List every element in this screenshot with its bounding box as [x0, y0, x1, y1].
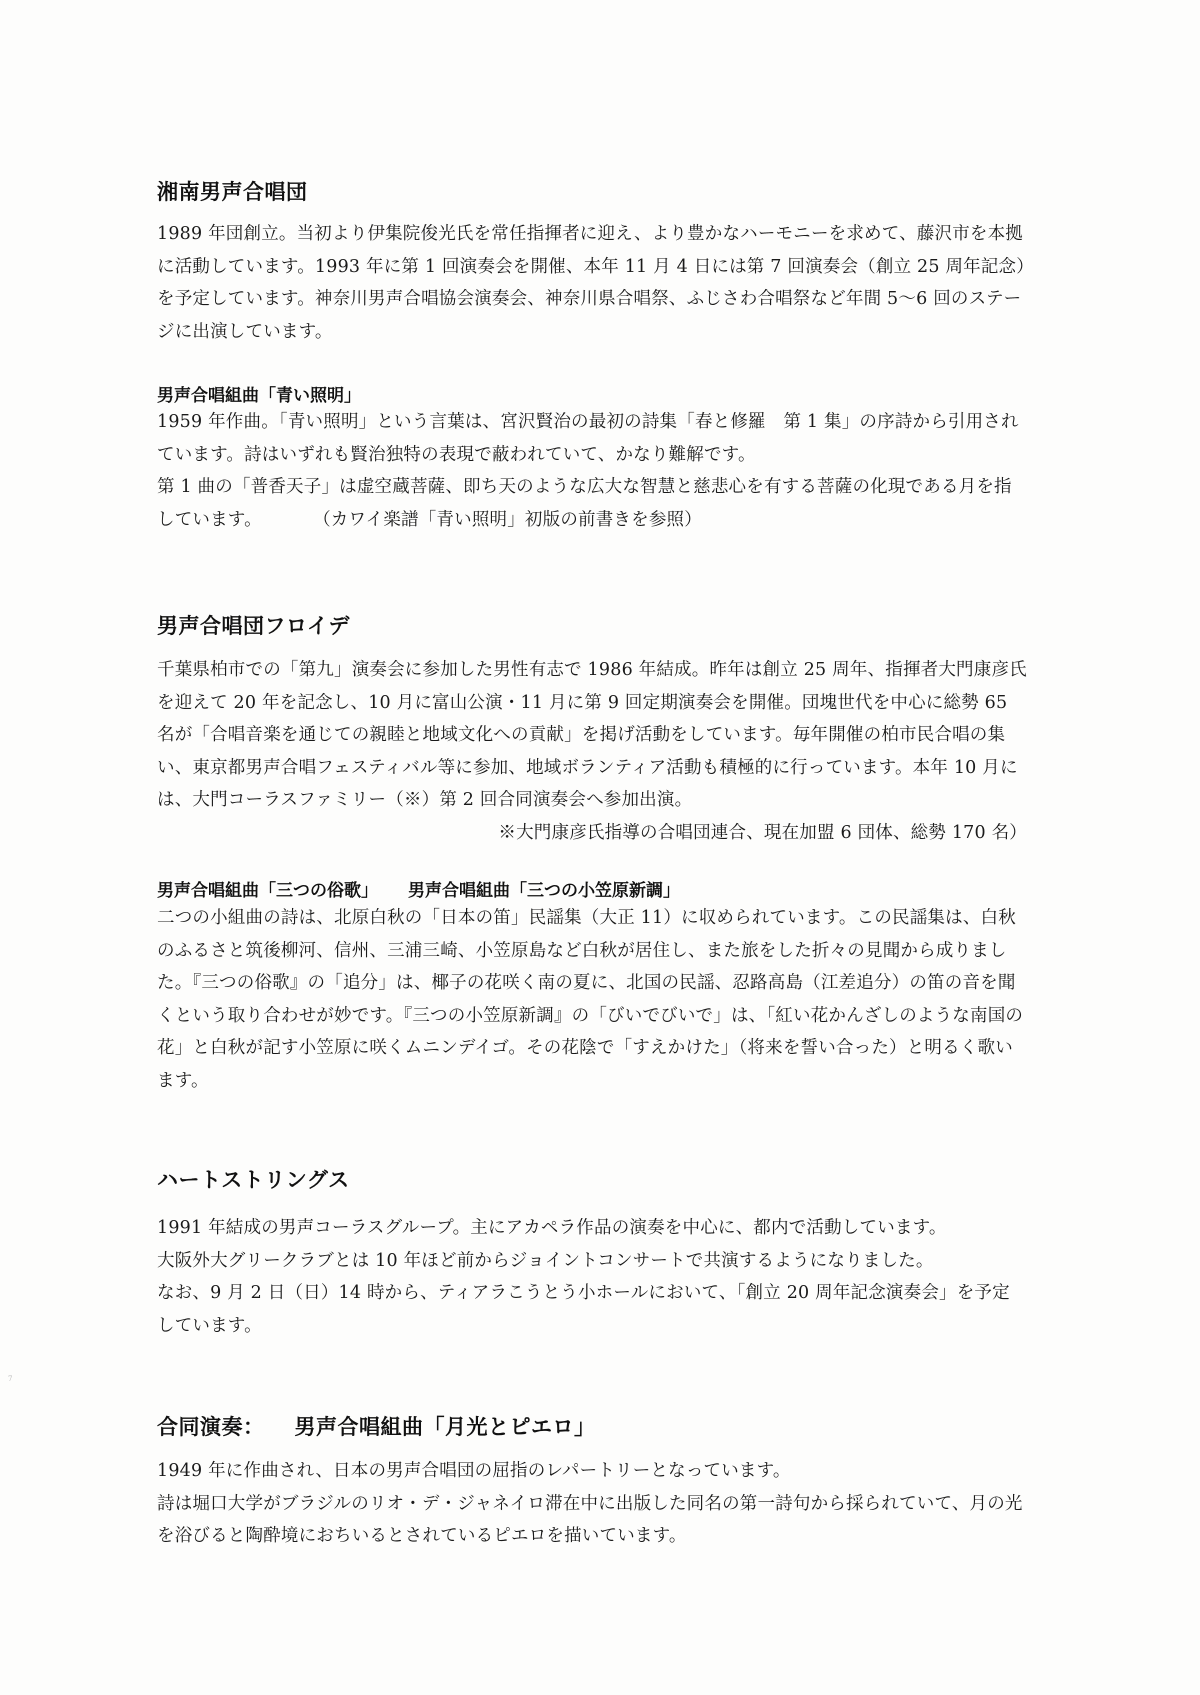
piece-zokka-ogasawara — [157, 876, 1027, 901]
piece-title-1: 男声合唱組曲「三つの俗歌」 — [157, 881, 378, 901]
section-heartstrings — [157, 1164, 1027, 1194]
section-shonan — [157, 176, 1027, 206]
paragraph: 大阪外大グリークラブとは 10 年ほど前からジョイントコンサートで共演するようになりました。 — [157, 1250, 934, 1271]
section-title — [157, 1411, 1027, 1441]
joint-label: 合同演奏： — [157, 1415, 265, 1439]
paragraph: 二つの小組曲の詩は、北原白秋の「日本の笛」民謡集（大正 11）に収められています。この民謡集は、白秋のふるさと筑後柳河、信州、三浦三崎、小笠原島など白秋が居住し、また旅をした折々の見聞から成りました。『三つの俗歌』の「追分」は、椰子の花咲く南の夏に、北国の民謡、忍路高島（江差追分）の笛の音を聞くという取り合わせが妙です。『三つの小笠原新調』の「びいでびいで」は、「紅い花かんざしのような南国の花」と白秋が記す小笠原に咲くムニンデイゴ。その花陰で「すえかけた」（将来を誓い合った）と明るく歌います。 — [157, 908, 1024, 1091]
paragraph: 1949 年に作曲され、日本の男声合唱団の屈指のレパートリーとなっています。 — [157, 1461, 791, 1481]
paragraph: 千葉県柏市での「第九」演奏会に参加した男性有志で 1986 年結成。昨年は創立 25 周年、指揮者大門康彦氏を迎えて 20 年を記念し、10 月に富山公演・11 月に第 9 回定期演奏会を開催。団塊世代を中心に総勢 65 名が「合唱音楽を通じての親睦と地域文化への貢献」を掲げ活動をしています。毎年開催の柏市民合唱の集い、東京都男声合唱フェスティバル等に参加、地域ボランティア活動も積極的に行っています。本年 10 月には、大門コーラスファミリー（※）第 2 回合同演奏会へ参加出演。 — [157, 660, 1027, 810]
piece-title — [157, 876, 1027, 901]
section-joint-body — [157, 1455, 1027, 1553]
section-joint-performance — [157, 1411, 1027, 1441]
joint-piece-title: 男声合唱組曲「月光とピエロ」 — [294, 1415, 596, 1439]
paragraph: 1991 年結成の男声コーラスグループ。主にアカペラ作品の演奏を中心に、都内で活動しています。 — [157, 1218, 947, 1238]
section-heartstrings-body — [157, 1212, 1027, 1342]
piece-title-2: 男声合唱組曲「三つの小笠原新調」 — [408, 881, 680, 901]
section-shonan-body — [157, 218, 1027, 348]
paragraph: 詩は堀口大学がブラジルのリオ・デ・ジャネイロ滞在中に出版した同名の第一詩句から採られていて、月の光を浴びると陶酔境におちいるとされているピエロを描いています。 — [157, 1493, 1023, 1546]
paragraph — [157, 471, 1027, 536]
paragraph: なお、9 月 2 日（日）14 時から、ティアラこうとう小ホールにおいて、「創立 20 周年記念演奏会」を予定しています。 — [157, 1283, 1010, 1336]
paragraph: 1959 年作曲。「青い照明」という言葉は、宮沢賢治の最初の詩集「春と修羅 第 1 集」の序詩から引用されています。詩はいずれも賢治独特の表現で蔽われていて、かなり難解です。 — [157, 412, 1019, 465]
section-title: 男声合唱団フロイデ — [157, 614, 350, 638]
piece-aoi-shomei — [157, 381, 1027, 406]
section-freude-body — [157, 654, 1027, 849]
piece-aoi-shomei-body — [157, 406, 1027, 536]
piece-zokka-ogasawara-body — [157, 902, 1027, 1097]
section-title: ハートストリングス — [157, 1168, 350, 1192]
margin-mark: 7 — [8, 1375, 13, 1383]
section-freude — [157, 610, 1027, 640]
paragraph-text: 第 1 曲の「普香天子」は虚空蔵菩薩、即ち天のような広大な智慧と慈悲心を有する菩薩の化現である月を指しています。 — [157, 477, 1012, 530]
section-title: 湘南男声合唱団 — [157, 180, 308, 204]
paragraph: 1989 年団創立。当初より伊集院俊光氏を常任指揮者に迎え、より豊かなハーモニーを求めて、藤沢市を本拠に活動しています。1993 年に第 1 回演奏会を開催、本年 11 月 4 日には第 7 回演奏会（創立 25 周年記念）を予定しています。神奈川男声合唱協会演奏会、神奈川県合唱祭、ふじさわ合唱祭など年間 5〜6 回のステージに出演しています。 — [157, 224, 1026, 342]
piece-title: 男声合唱組曲「青い照明」 — [157, 386, 361, 406]
footnote: ※大門康彦氏指導の合唱団連合、現在加盟 6 団体、総勢 170 名） — [498, 822, 1027, 843]
source-note: （カワイ楽譜「青い照明」初版の前書きを参照） — [321, 509, 702, 530]
